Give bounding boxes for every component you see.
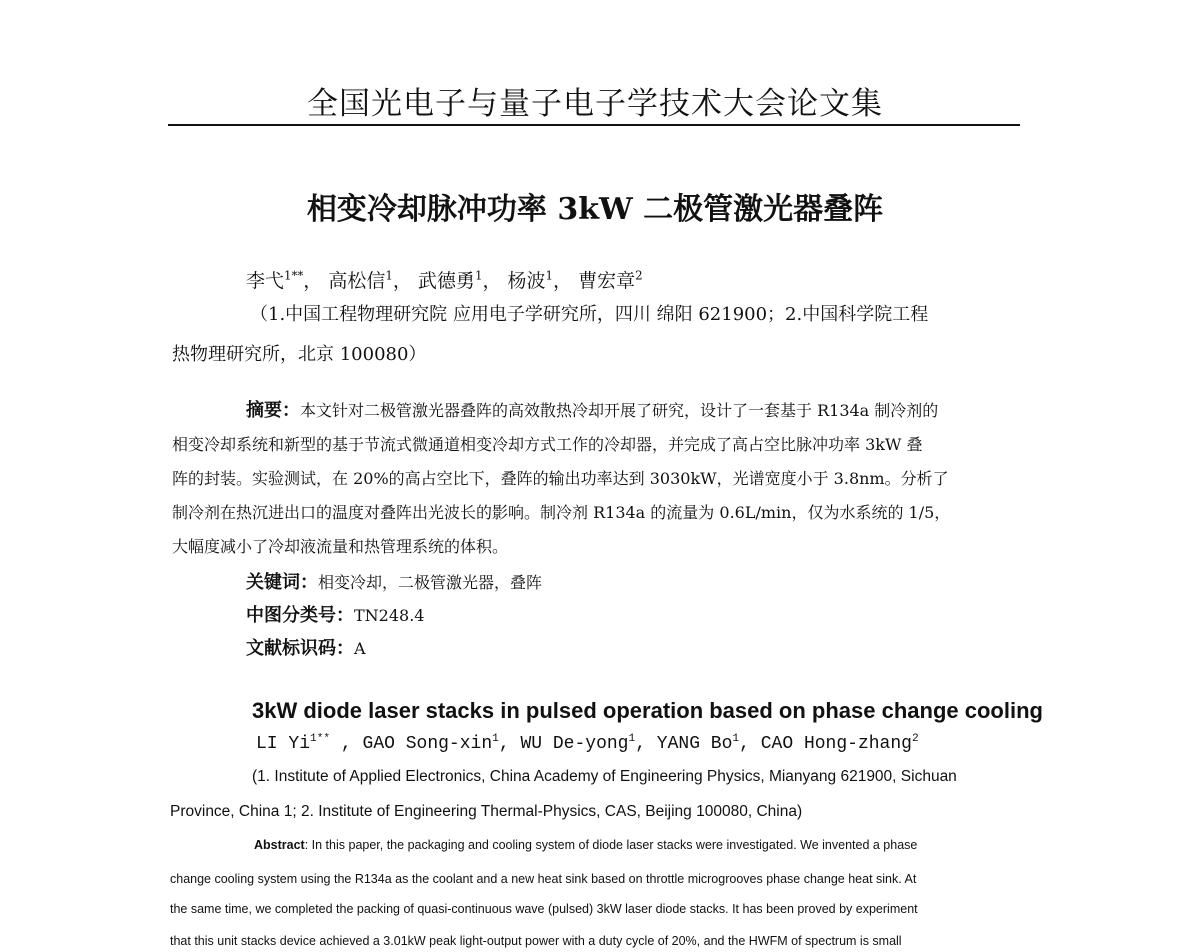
chinese-title: 相变冷却脉冲功率 3kW 二极管激光器叠阵 — [306, 192, 884, 227]
journal-header-title: 全国光电子与量子电子学技术大会论文集 — [307, 86, 883, 122]
author-sep: ， — [482, 270, 502, 292]
english-authors — [256, 734, 919, 754]
author-name: WU De-yong — [520, 734, 629, 754]
english-affiliation-line: Province, China 1; 2. Institute of Engineering Thermal-Physics, CAS, Beijing 100080, China) — [170, 803, 803, 820]
clc-value: TN248.4 — [354, 606, 425, 625]
author-sep: , — [498, 734, 521, 754]
chinese-authors — [246, 266, 643, 293]
keywords-label: 关键词： — [246, 572, 318, 593]
author-sup: 1 — [474, 268, 483, 283]
header-rule — [168, 124, 1020, 126]
chinese-affiliation-line: 热物理研究所，北京 100080） — [172, 344, 427, 365]
author-sep: , — [330, 734, 363, 754]
author-sup: 1 — [732, 733, 740, 745]
english-abstract-line: the same time, we completed the packing of quasi-continuous wave (pulsed) 3kW laser diode stacks. It has been proved by experiment — [170, 902, 918, 916]
author-sep: ， — [553, 270, 573, 292]
author-name: 高松信 — [328, 270, 386, 292]
author-sup: 1 — [492, 733, 499, 745]
chinese-abstract-line: 大幅度减小了冷却液流量和热管理系统的体积。 — [172, 537, 509, 556]
author-sup: 1** — [310, 733, 331, 745]
english-abstract-label: Abstract — [254, 838, 305, 852]
keywords-value: 相变冷却，二极管激光器，叠阵 — [318, 573, 543, 592]
author-name: 杨波 — [507, 270, 546, 292]
chinese-abstract-line: 相变冷却系统和新型的基于节流式微通道相变冷却方式工作的冷却器，并完成了高占空比脉冲功率 3kW 叠 — [172, 435, 923, 454]
author-name: CAO Hong-zhang — [760, 734, 912, 754]
english-affiliation-line: (1. Institute of Applied Electronics, China Academy of Engineering Physics, Mianyang 621900, Sichuan — [252, 768, 957, 785]
author-sup: 2 — [635, 268, 643, 283]
chinese-abstract-text: 本文针对二极管激光器叠阵的高效散热冷却开展了研究，设计了一套基于 R134a 制冷剂的 — [300, 401, 939, 420]
english-abstract-text: : In this paper, the packaging and cooling system of diode laser stacks were investigated. We invented a phase — [304, 838, 918, 852]
document-code-label: 文献标识码： — [246, 638, 354, 659]
chinese-abstract-line: 制冷剂在热沉进出口的温度对叠阵出光波长的影响。制冷剂 R134a 的流量为 0.6L/min，仅为水系统的 1/5， — [172, 503, 951, 522]
author-name: YANG Bo — [656, 734, 733, 754]
chinese-abstract-line — [172, 394, 1020, 428]
author-sep: , — [635, 734, 657, 754]
clc-line — [246, 601, 424, 627]
chinese-abstract-label: 摘要： — [246, 400, 300, 421]
english-abstract-line: change cooling system using the R134a as the coolant and a new heat sink based on throttle microgrooves phase change heat sink. At — [170, 872, 917, 886]
author-sep: ， — [392, 270, 412, 292]
author-sep: ， — [303, 270, 323, 292]
author-sup: 1** — [284, 268, 304, 283]
author-name: LI Yi — [256, 734, 311, 754]
english-abstract-line: that this unit stacks device achieved a 3.01kW peak light-output power with a duty cycle of 20%, and the HWFM of spectrum is small — [170, 934, 902, 948]
author-sup: 2 — [911, 733, 919, 745]
keywords-line — [246, 568, 542, 594]
clc-label: 中图分类号： — [246, 605, 354, 626]
chinese-abstract-line: 阵的封装。实验测试，在 20%的高占空比下，叠阵的输出功率达到 3030kW，光谱宽度小于 3.8nm。分析了 — [172, 469, 949, 488]
author-name: 武德勇 — [417, 270, 475, 292]
english-abstract-line — [254, 838, 917, 852]
document-code-value: A — [354, 639, 366, 658]
chinese-affiliation-line: （1.中国工程物理研究院 应用电子学研究所，四川 绵阳 621900；2.中国科学院工程 — [250, 304, 929, 325]
author-name: 曹宏章 — [578, 270, 636, 292]
english-title: 3kW diode laser stacks in pulsed operation based on phase change cooling — [252, 698, 1043, 723]
author-name: 李弋 — [246, 270, 285, 292]
author-sep: , — [739, 734, 761, 754]
author-sup: 1 — [545, 268, 554, 283]
author-sup: 1 — [385, 268, 393, 283]
author-name: GAO Song-xin — [362, 734, 493, 754]
author-sup: 1 — [628, 733, 636, 745]
document-code-line — [246, 634, 366, 660]
